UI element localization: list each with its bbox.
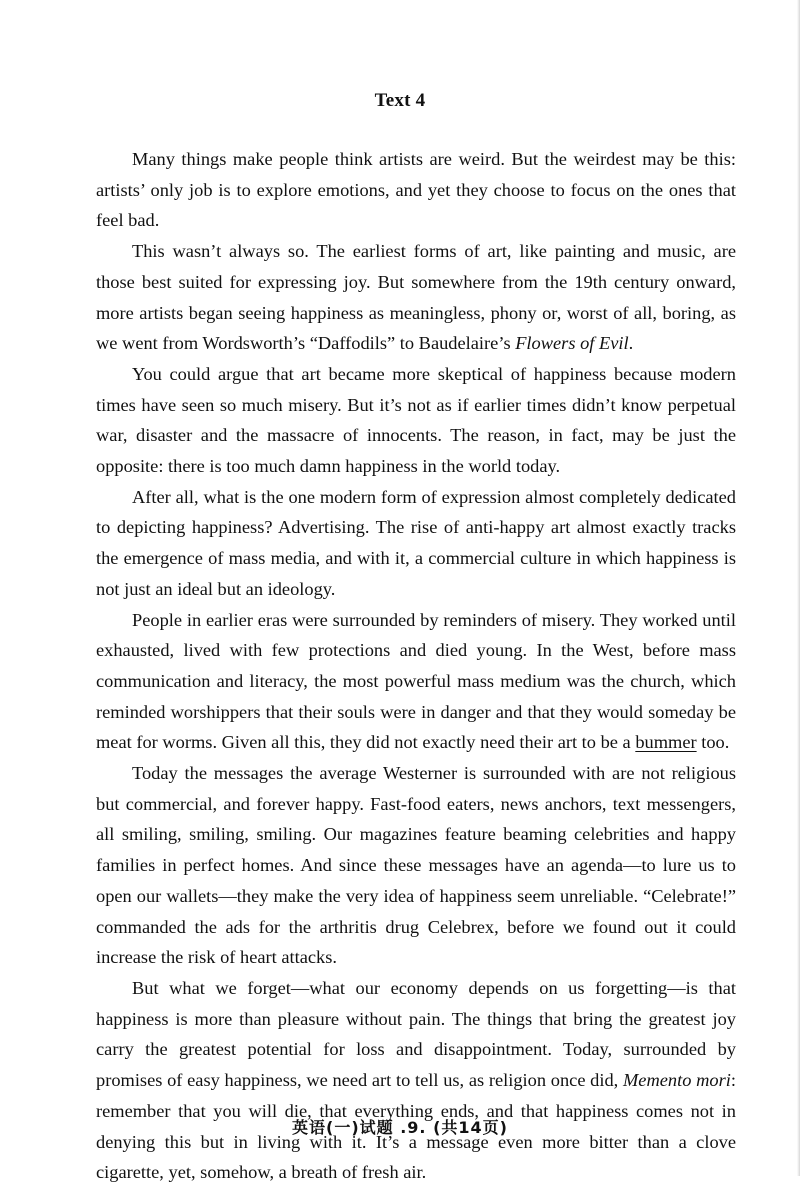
paragraph-2 [96, 236, 736, 359]
paragraph-2-text-before: This wasn’t always so. The earliest forms of art, like painting and music, are those best suited for expressing joy. But somewhere from the 19th century onward, more artists began seeing happiness as meaningless, phony or, worst of all, boring, as we went from Wordsworth’s “Daffodils” to Baudelaire’s [96, 241, 736, 354]
paragraph-7-text-before: But what we forget—what our economy depends on us forgetting—is that happiness is more than pleasure without pain. The things that bring the greatest joy carry the greatest potential for loss and disappointment. Today, surrounded by promises of easy happiness, we need art to tell us, as religion once did, [96, 977, 736, 1091]
paragraph-2-text-after: . [628, 333, 634, 354]
passage-body [96, 144, 736, 1188]
paragraph-7 [96, 973, 736, 1188]
paragraph-1-text: Many things make people think artists are weird. But the weirdest may be this: artists’ only job is to explore emotions, and yet they choose to focus on the ones that feel bad. [96, 149, 736, 231]
page-title: Text 4 [374, 90, 426, 111]
paragraph-2-italic-title: Flowers of Evil [515, 333, 629, 354]
paragraph-5-text-before: People in earlier eras were surrounded by reminders of misery. They worked until exhausted, lived with few protections and died young. In the West, before mass communication and literacy, the most powerful mass medium was the church, which reminded worshippers that their souls were in danger and that they would someday be meat for worms. Given all this, they did not exactly need their art to be a [96, 609, 736, 753]
paragraph-6 [96, 758, 736, 973]
paragraph-1 [96, 144, 736, 236]
paragraph-5 [96, 605, 736, 759]
paragraph-4 [96, 482, 736, 605]
paragraph-7-text-after: : remember that you will die, that everything ends, and that happiness comes not in denying this but in living with it. It’s a message even more bitter than a clove cigarette, yet, somehow, a breath of fresh air. [96, 1070, 736, 1183]
page-footer: 英语(一)试题 .9. (共14页) [292, 1118, 508, 1137]
paragraph-5-text-after: too. [696, 732, 730, 753]
paragraph-3 [96, 359, 736, 482]
paragraph-5-underlined-word: bummer [635, 732, 697, 753]
paragraph-6-text: Today the messages the average Westerner is surrounded with are not religious but commercial, and forever happy. Fast-food eaters, news anchors, text messengers, all smiling, smiling, smiling. Our magazines feature beaming celebrities and happy families in perfect homes. And since these messages have an agenda—to lure us to open our wallets—they make the very idea of happiness seem unreliable. “Celebrate!” commanded the ads for the arthritis drug Celebrex, before we found out it could increase the risk of heart attacks. [96, 763, 736, 968]
paragraph-3-text: You could argue that art became more skeptical of happiness because modern times have seen so much misery. But it’s not as if earlier times didn’t know perpetual war, disaster and the massacre of innocents. The reason, in fact, may be just the opposite: there is too much damn happiness in the world today. [96, 363, 736, 477]
paragraph-4-text: After all, what is the one modern form of expression almost completely dedicated to depicting happiness? Advertising. The rise of anti-happy art almost exactly tracks the emergence of mass media, and with it, a commercial culture in which happiness is not just an ideal but an ideology. [96, 486, 736, 599]
paragraph-7-italic-phrase: Memento mori [622, 1070, 731, 1091]
